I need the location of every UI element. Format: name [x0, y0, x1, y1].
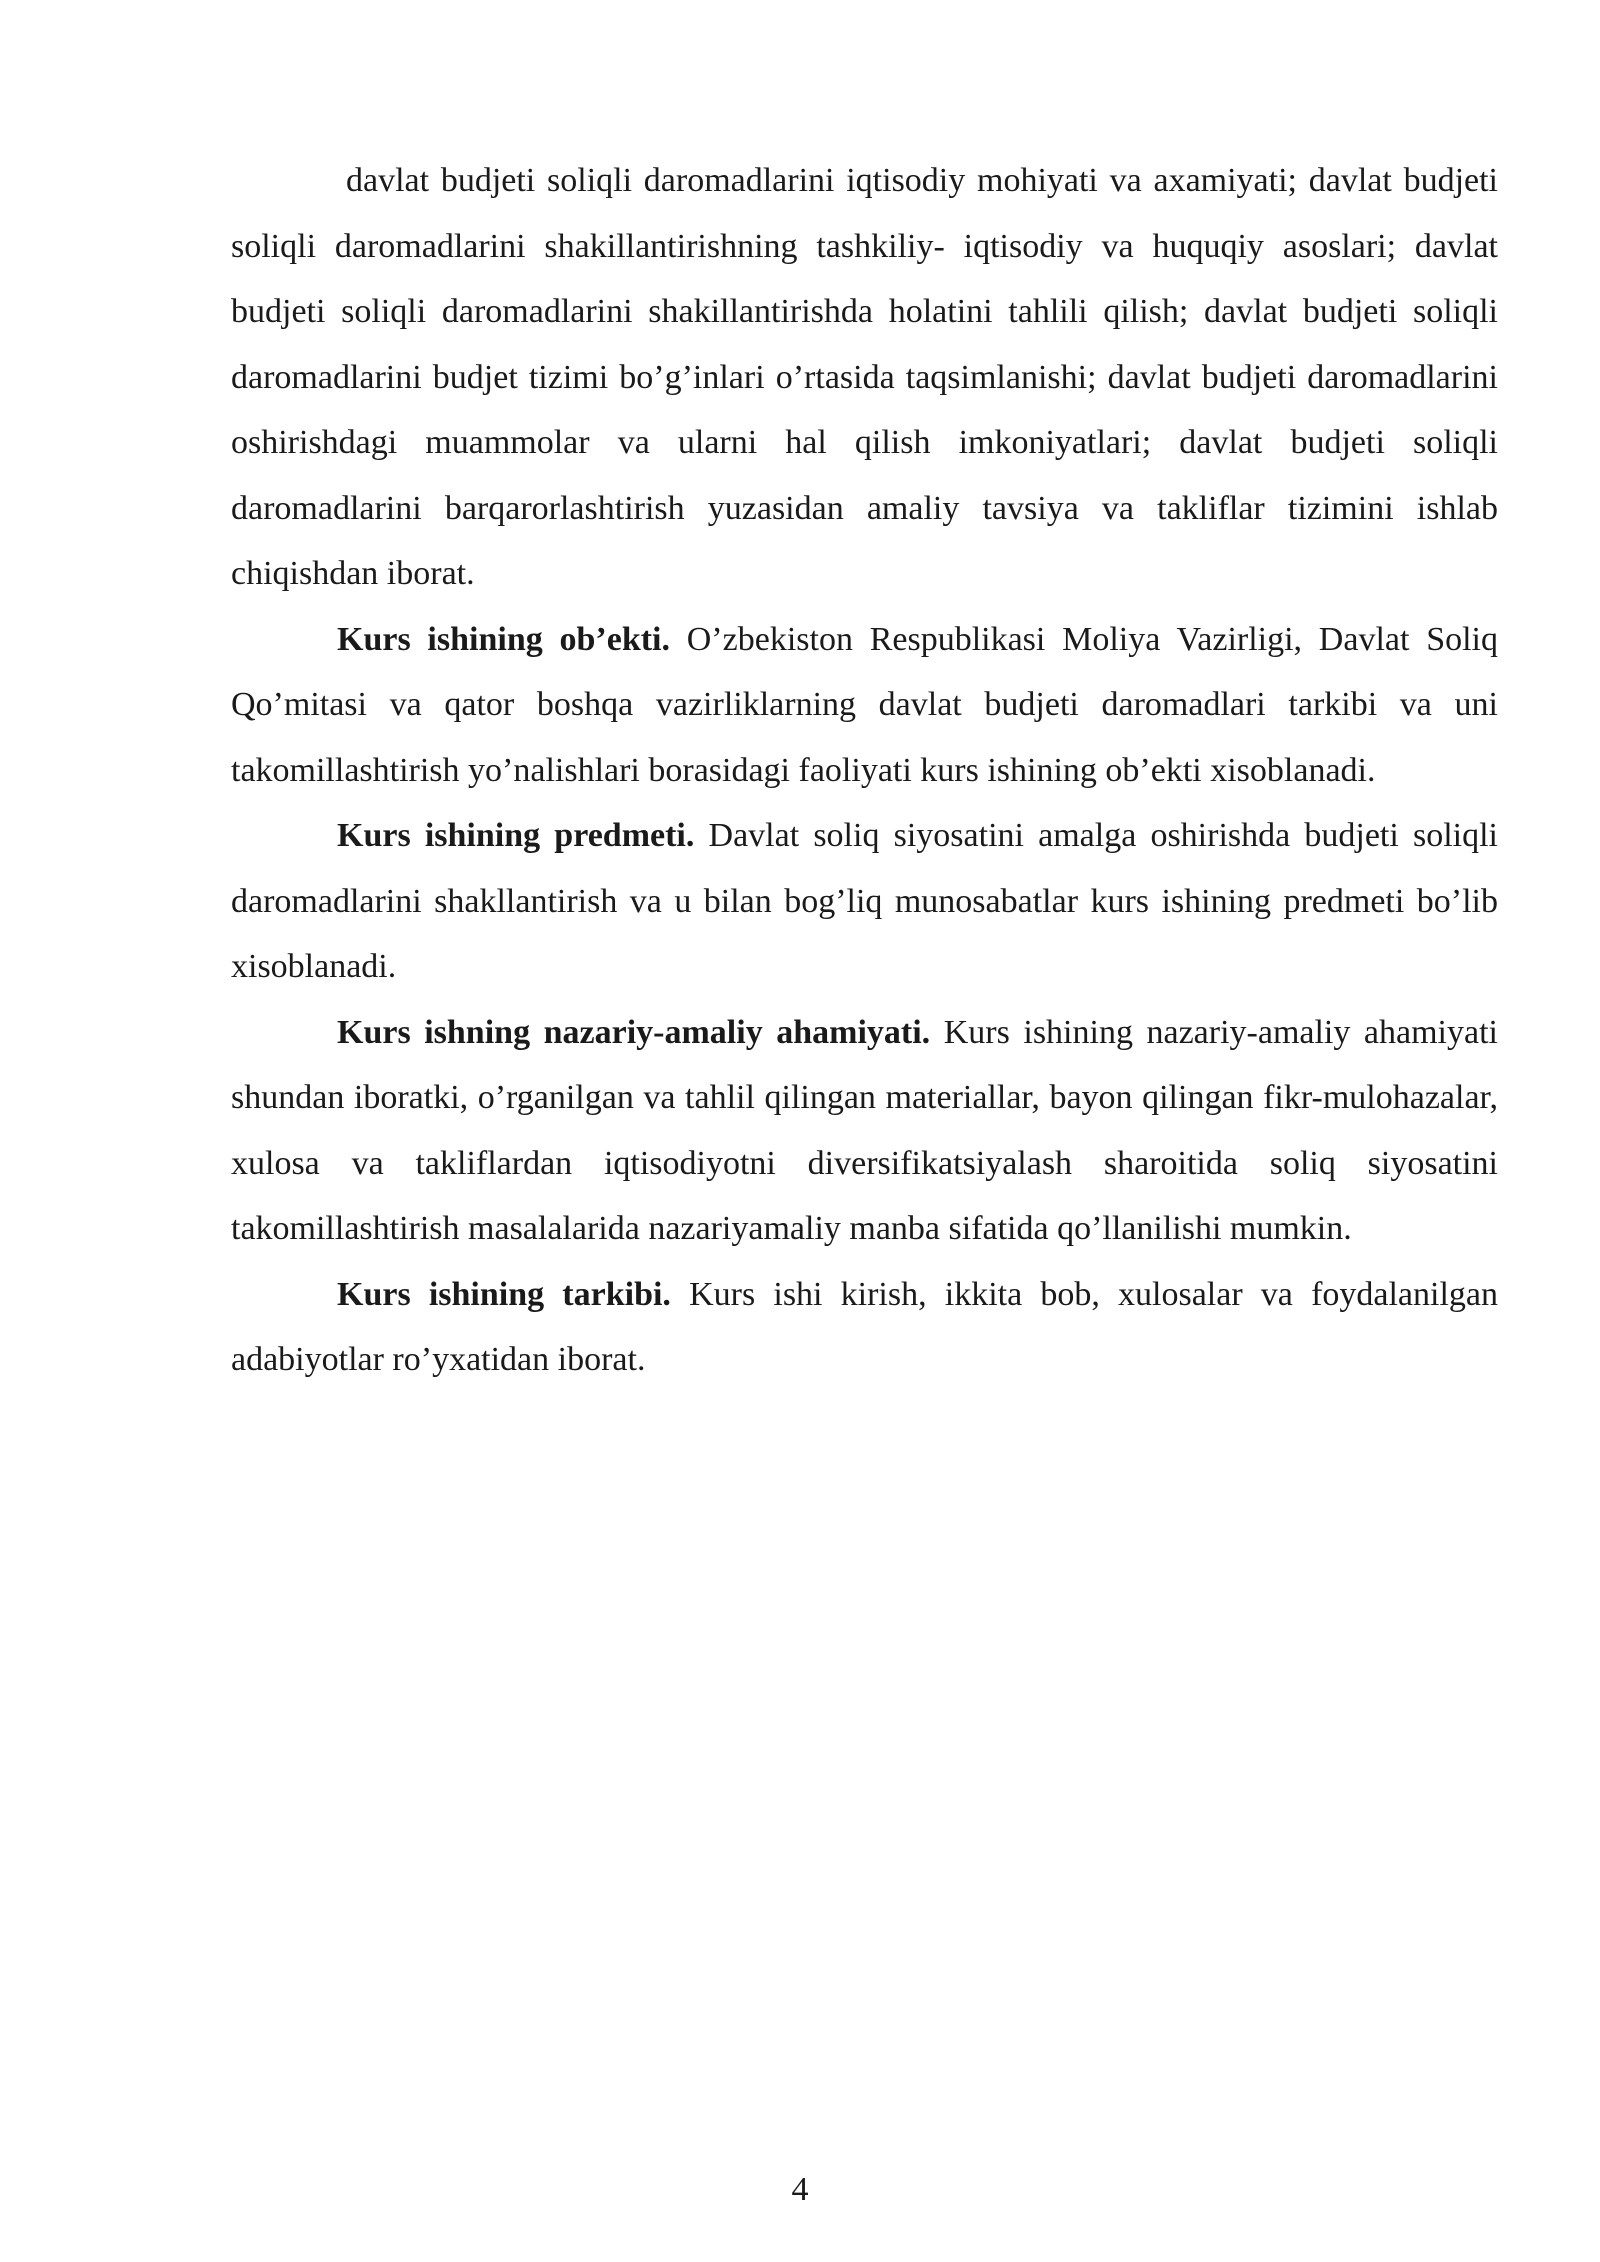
significance-body: Kurs ishining nazariy-amaliy ahamiyati shundan iboratki, o’rganilgan va tahlil qilingan materiallar, bayon qilingan fikr-mulohazalar, xulosa va takliflardan iqtisodiyotni diversifikatsiyalash sharoitida soliq siyosatini takomillashtirish masalalarida nazariyamaliy manba sifatida qo’llanilishi mumkin.: [231, 1013, 1498, 1247]
subject-body: Davlat soliq siyosatini amalga oshirishda budjeti soliqli daromadlarini shakllantirish va u bilan bog’liq munosabatlar kurs ishining predmeti bo’lib xisoblanadi.: [231, 817, 1498, 985]
structure-body: Kurs ishi kirish, ikkita bob, xulosalar va foydalanilgan adabiyotlar ro’yxatidan iborat.: [231, 1275, 1498, 1378]
intro-paragraph: davlat budjeti soliqli daromadlarini iqtisodiy mohiyati va axamiyati; davlat budjeti soliqli daromadlarini shakillantirishning tashkiliy- iqtisodiy va huquqiy asoslari; davlat budjeti soliqli daromadlarini shakillantirishda holatini tahlili qilish; davlat budjeti soliqli daromadlarini budjet tizimi bo’g’inlari o’rtasida taqsimlanishi; davlat budjeti daromadlarini oshirishdagi muammolar va ularni hal qilish imkoniyatlari; davlat budjeti soliqli daromadlarini barqarorlashtirish yuzasidan amaliy tavsiya va takliflar tizimini ishlab chiqishdan iborat.: [231, 162, 1498, 592]
subject-heading: Kurs ishining predmeti.: [337, 817, 695, 854]
significance-heading: Kurs ishning nazariy-amaliy ahamiyati.: [337, 1013, 931, 1051]
structure-paragraph: [231, 1262, 1498, 1393]
significance-paragraph: [231, 1000, 1498, 1262]
object-paragraph: [231, 607, 1498, 804]
object-body: O’zbekiston Respublikasi Moliya Vazirligi, Davlat Soliq Qo’mitasi va qator boshqa vazirliklarning davlat budjeti daromadlari tarkibi va uni takomillashtirish yo’nalishlari borasidagi faoliyati kurs ishining ob’ekti xisoblanadi.: [231, 620, 1498, 789]
page-number: 4: [791, 2171, 809, 2208]
subject-paragraph: [231, 803, 1498, 1000]
structure-heading: Kurs ishining tarkibi.: [337, 1275, 671, 1313]
object-heading: Kurs ishining ob’ekti.: [337, 620, 670, 658]
body-text: [231, 148, 1498, 1393]
